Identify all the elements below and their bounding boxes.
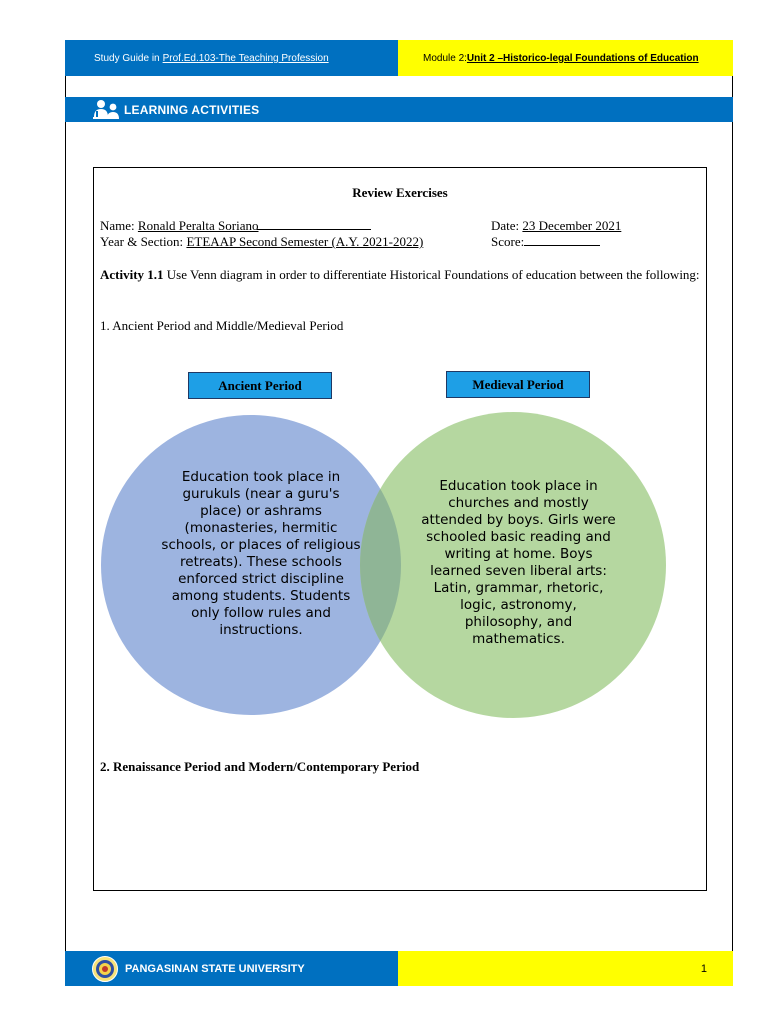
exercise-box xyxy=(93,167,707,891)
section-title: LEARNING ACTIVITIES xyxy=(124,102,260,117)
teacher-student-icon xyxy=(92,99,122,121)
header-course xyxy=(65,40,398,76)
exercise-title: Review Exercises xyxy=(352,185,448,200)
page-number: 1 xyxy=(700,962,707,975)
header-course-link[interactable]: Prof.Ed.103-The Teaching Profession xyxy=(162,52,329,64)
date-label: Date: xyxy=(491,218,520,233)
activity-text: Use Venn diagram in order to differentiate Historical Foundations of education between the following: xyxy=(166,267,700,282)
activity-label: Activity 1.1 xyxy=(100,267,164,282)
item-1: 1. Ancient Period and Middle/Medieval Period xyxy=(100,318,344,333)
venn-diagram xyxy=(94,168,706,768)
header-module xyxy=(398,40,733,76)
university-name: PANGASINAN STATE UNIVERSITY xyxy=(125,962,305,975)
header-module-prefix: Module 2: xyxy=(423,52,467,64)
name-label: Name: xyxy=(100,218,135,233)
venn-left-label xyxy=(188,372,332,399)
section-bar xyxy=(65,97,733,122)
venn-right-text: Education took place in churches and mostly attended by boys. Girls were schooled basic reading and writing at home. Boys learned seven liberal arts: Latin, grammar, rhetoric, logic, astronomy, philosophy, and mathematics. xyxy=(421,478,616,647)
date-value: 23 December 2021 xyxy=(522,218,622,233)
item-2: 2. Renaissance Period and Modern/Contemporary Period xyxy=(100,759,420,774)
venn-left-label-text: Ancient Period xyxy=(218,377,302,393)
year-section-value: ETEAAP Second Semester (A.Y. 2021-2022) xyxy=(186,234,424,249)
score-label: Score: xyxy=(491,234,525,249)
page-header xyxy=(65,40,733,76)
year-section-label: Year & Section: xyxy=(100,234,184,249)
header-unit-link[interactable]: Unit 2 –Historico-legal Foundations of Education xyxy=(466,52,699,64)
header-prefix: Study Guide in xyxy=(94,52,160,64)
name-value: Ronald Peralta Soriano xyxy=(137,218,259,233)
venn-right-label xyxy=(446,371,590,398)
footer-university xyxy=(65,951,398,986)
university-seal-icon xyxy=(92,956,118,982)
page-footer xyxy=(65,951,733,986)
venn-right-label-text: Medieval Period xyxy=(472,376,564,392)
venn-left-text: Education took place in gurukuls (near a guru's place) or ashrams (monasteries, hermitic schools, or places of religious retreats). These schools enforced strict discipline among students. Students only follow rules and instructions. xyxy=(161,469,361,638)
footer-page xyxy=(398,951,733,986)
